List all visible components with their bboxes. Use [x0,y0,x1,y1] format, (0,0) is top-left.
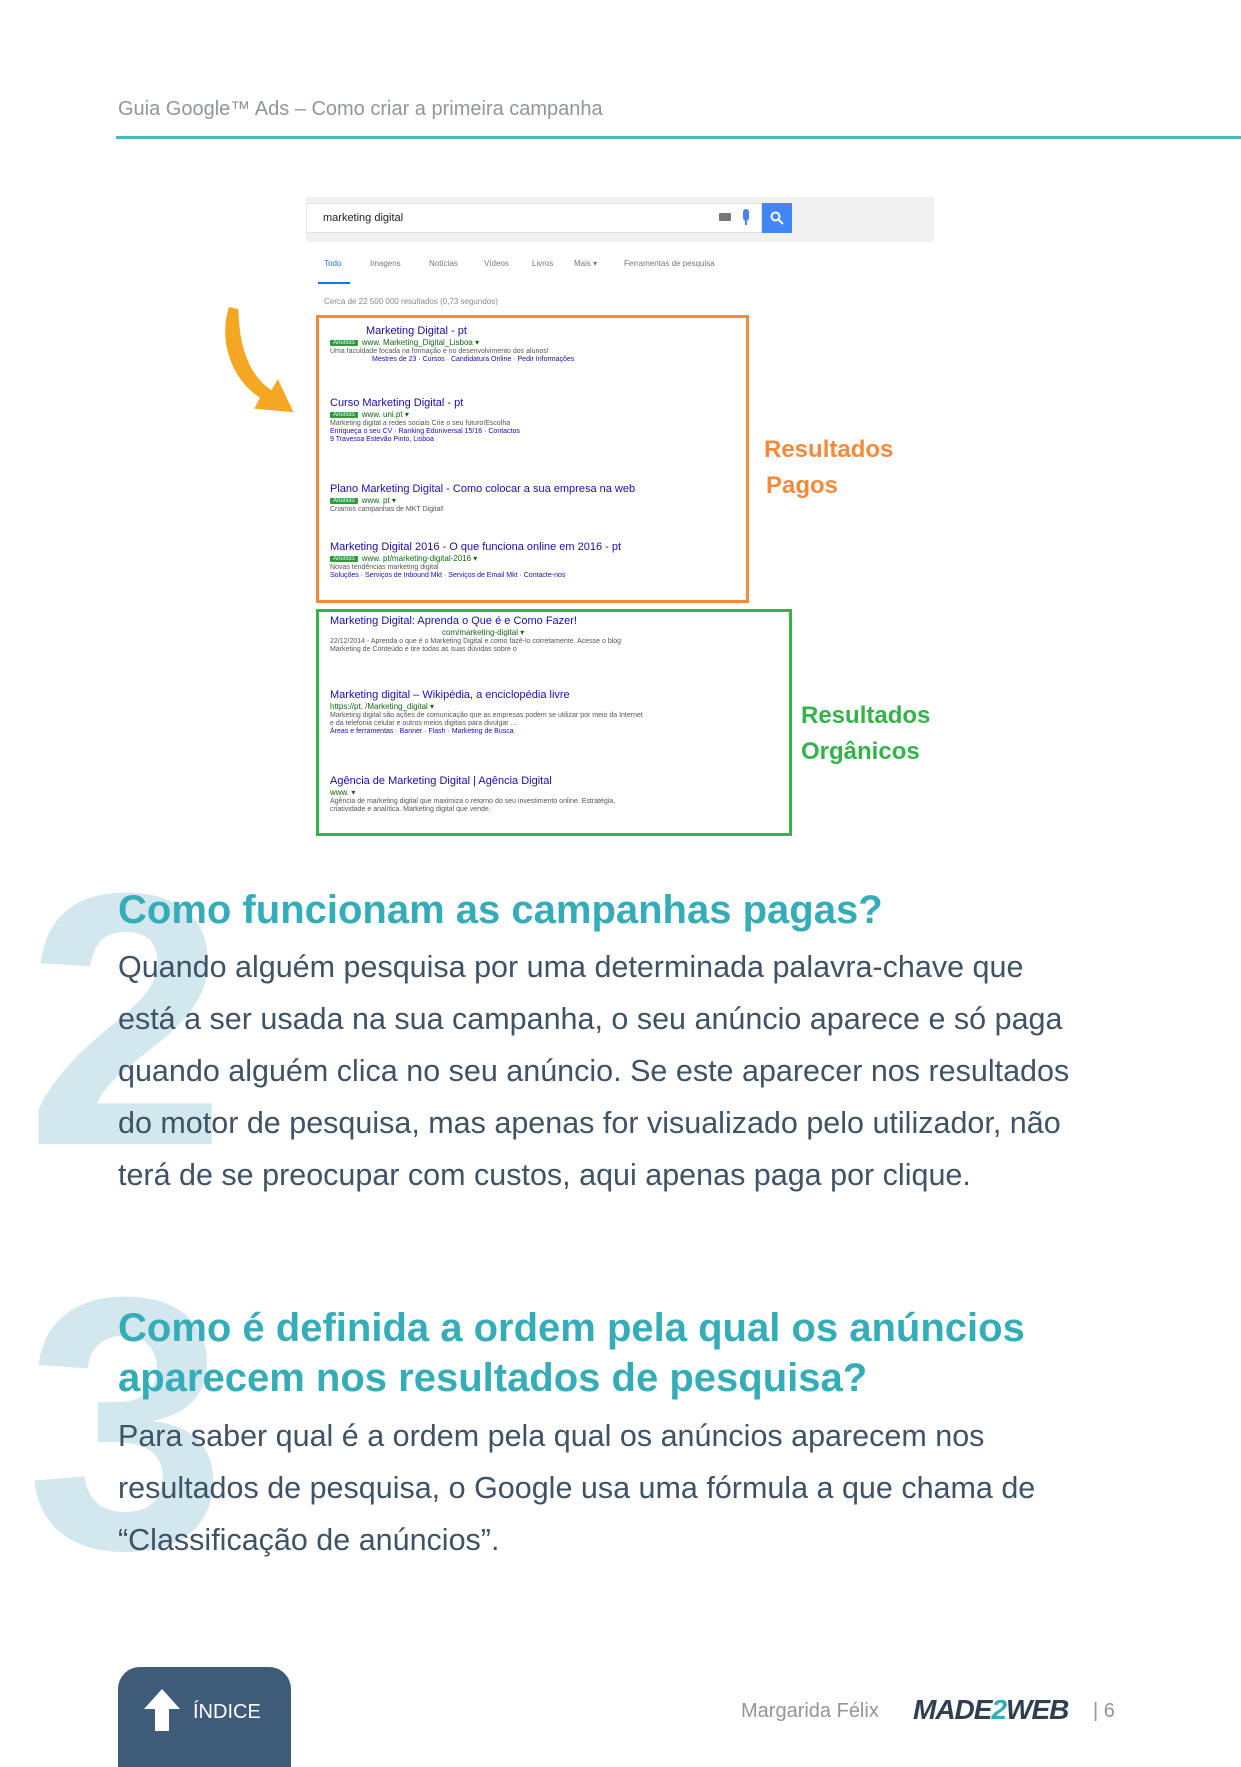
result-snippet: Agência de marketing digital que maximiza o retorno do seu investimento online. Estratégia, [330,798,616,805]
result-title: Marketing Digital: Aprenda o Que é e Como Fazer! [330,615,578,627]
result-title: Marketing Digital - pt [366,325,467,337]
organic-results-label: Resultados Orgânicos [801,702,931,765]
tab-videos: Vídeos [484,259,509,268]
paid-result [330,541,621,579]
section-number: 2 [26,819,227,1221]
section-title: Como funcionam as campanhas pagas? [118,888,883,932]
section-body: Para saber qual é a ordem pela qual os anúncios aparecem nos resultados de pesquisa, o Google usa uma fórmula a que chama de “Classificação de anúncios”. [118,1419,1036,1557]
organic-result [330,775,615,813]
result-url: www. ▾ [330,788,356,797]
result-snippet: Enriqueça o seu CV · Ranking Eduniversal 15/16 · Contactos [330,428,520,435]
tab-images: Imagens [370,259,401,268]
result-snippet: Uma faculdade focada na formação e no desenvolvimento dos alunos! [330,348,549,355]
paid-results-label: Resultados Pagos [764,436,894,499]
organic-result [330,689,643,735]
made2web-logo: MADE2WEB [913,1694,1069,1725]
tab-more: Mais ▾ [574,259,598,268]
result-snippet: e da telefonia celular e outros meios digitais para divulgar ... [330,720,517,727]
result-url: com/marketing-digital ▾ [442,628,525,637]
author-name: Margarida Félix [741,1700,879,1722]
result-snippet: Novas tendências marketing digital [330,564,439,571]
index-label: ÍNDICE [193,1701,261,1723]
index-button[interactable] [118,1667,291,1767]
result-title: Curso Marketing Digital - pt [330,397,464,409]
tab-books: Livros [532,259,554,268]
result-title: Marketing digital – Wikipédia, a enciclopédia livre [330,689,570,701]
organic-result [330,615,621,653]
paid-result [330,325,574,363]
paid-result [330,397,520,443]
result-sitelinks: Áreas e ferramentas · Banner · Flash · Marketing de Busca [330,728,514,735]
result-url: https://pt. /Marketing_digital ▾ [330,702,435,711]
result-snippet: Criamos campanhas de MKT Digital! [330,506,444,513]
header-title: Guia Google™ Ads – Como criar a primeira campanha [118,98,603,120]
tab-tools: Ferramentas de pesquisa [624,259,715,268]
result-title: Marketing Digital 2016 - O que funciona online em 2016 - pt [330,541,622,553]
result-snippet: Marketing de Conteúdo e tire todas as suas dúvidas sobre o [330,646,517,653]
result-title: Plano Marketing Digital - Como colocar a sua empresa na web [330,483,636,495]
search-bar [306,197,934,242]
result-snippet: criatividade e analítica. Marketing digital que vende. [330,806,491,813]
section-body: Quando alguém pesquisa por uma determinada palavra-chave que está a ser usada na sua campanha, o seu anúncio aparece e só paga quando alguém clica no seu anúncio. Se este aparecer nos resultados do motor de pesquisa, mas apenas for visualizado pelo utilizador, não terá de se preocupar com custos, aqui apenas paga por clique. [118,950,1070,1192]
paid-result [330,483,635,513]
result-sitelinks: Soluções · Serviços de Inbound Mkt · Serviços de Email Mkt · Contacte-nos [330,572,566,579]
result-snippet: Marketing digital a redes sociais Crie o seu futuro!Escolha [330,420,511,427]
result-count: Cerca de 22 500 000 resultados (0,73 segundos) [324,297,498,306]
result-url: Anúncio www. Marketing_Digital_Lisboa ▾ [330,338,574,347]
tab-underline [318,282,350,284]
page-number: | 6 [1093,1700,1115,1722]
section-title: Como é definida a ordem pela qual os anúncios aparecem nos resultados de pesquisa? [118,1306,1025,1400]
result-title: Agência de Marketing Digital | Agência Digital [330,775,552,787]
result-url: Anúncio www. uni.pt ▾ [330,410,520,419]
result-snippet: 22/12/2014 - Aprenda o que é o Marketing Digital e como fazê-lo corretamente. Acesse o blog [330,638,622,645]
microphone-icon [743,209,749,221]
tab-news: Notícias [429,259,458,268]
section-number: 3 [26,1223,227,1625]
result-sitelinks: Mestres de 23 · Cursos · Candidatura Online · Pedir Informações [372,356,575,363]
arrow-up-icon [142,1687,182,1733]
result-snippet: Marketing digital são ações de comunicação que as empresas podem se utilizar por meio da Internet [330,712,643,719]
search-input: marketing digital [306,203,762,233]
search-button [762,203,792,233]
curved-arrow-icon [208,300,298,435]
result-address: 9 Travessa Estevão Pinto, Lisboa [330,436,434,443]
search-icon [770,211,784,225]
header-rule [116,136,1241,139]
tab-all: Todo [324,259,342,268]
result-url: Anúncio www. pt/marketing-digital-2016 ▾ [330,554,621,563]
result-url: Anúncio www. pt ▾ [330,496,635,505]
keyboard-icon [719,213,731,221]
